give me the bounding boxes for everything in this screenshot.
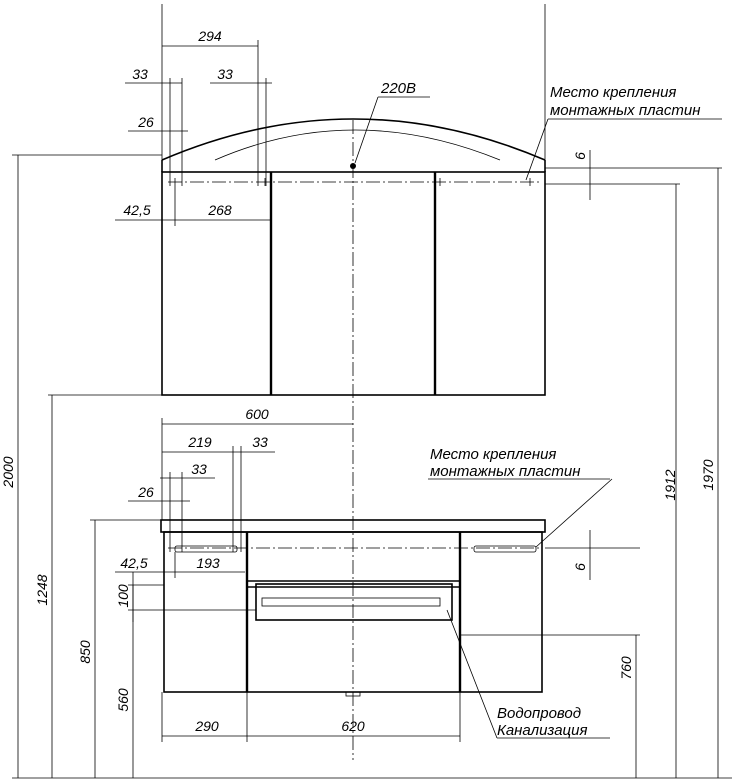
dim-600: 600 — [245, 406, 269, 422]
dim-26-cabinet: 26 — [138, 114, 154, 130]
dim-193: 193 — [196, 555, 220, 571]
dim-1970: 1970 — [700, 459, 716, 491]
mount-label-vanity-2: монтажных пластин — [430, 463, 581, 480]
voltage-label: 220В — [381, 80, 417, 97]
dim-1248: 1248 — [34, 574, 50, 606]
drawer-hatch — [256, 584, 452, 620]
dim-6-vanity: 6 — [572, 563, 588, 571]
dim-33-cabinet-b: 33 — [217, 66, 233, 82]
dim-100: 100 — [115, 584, 131, 608]
mount-label-cabinet-2: монтажных пластин — [550, 102, 701, 119]
dim-219: 219 — [188, 434, 212, 450]
dim-850: 850 — [77, 640, 93, 664]
dim-26-vanity: 26 — [138, 484, 154, 500]
dim-268: 268 — [208, 202, 232, 218]
plate-right — [474, 546, 536, 552]
mount-label-cabinet-1: Место крепления — [550, 84, 677, 101]
dim-294: 294 — [198, 28, 222, 44]
mount-label-vanity-1: Место крепления — [430, 446, 557, 463]
dim-2000: 2000 — [0, 456, 16, 488]
dim-560: 560 — [115, 688, 131, 712]
plate-left — [175, 546, 237, 552]
dim-42-5-cabinet: 42,5 — [123, 202, 151, 218]
drawer-handle — [262, 598, 440, 606]
mirror-cabinet — [162, 4, 545, 395]
dim-1912: 1912 — [662, 469, 678, 501]
dim-6-cabinet: 6 — [572, 152, 588, 160]
dim-620: 620 — [341, 718, 365, 734]
extension-lines — [12, 155, 732, 778]
dim-33-vanity-a: 33 — [191, 461, 207, 477]
dim-33-vanity-b: 33 — [252, 434, 268, 450]
dim-42-5-vanity: 42,5 — [120, 555, 148, 571]
pipes-label-2: Канализация — [497, 722, 588, 739]
dim-760: 760 — [618, 656, 634, 680]
dim-33-cabinet-a: 33 — [132, 66, 148, 82]
dim-290: 290 — [195, 718, 219, 734]
pipes-label-1: Водопровод — [497, 705, 582, 722]
